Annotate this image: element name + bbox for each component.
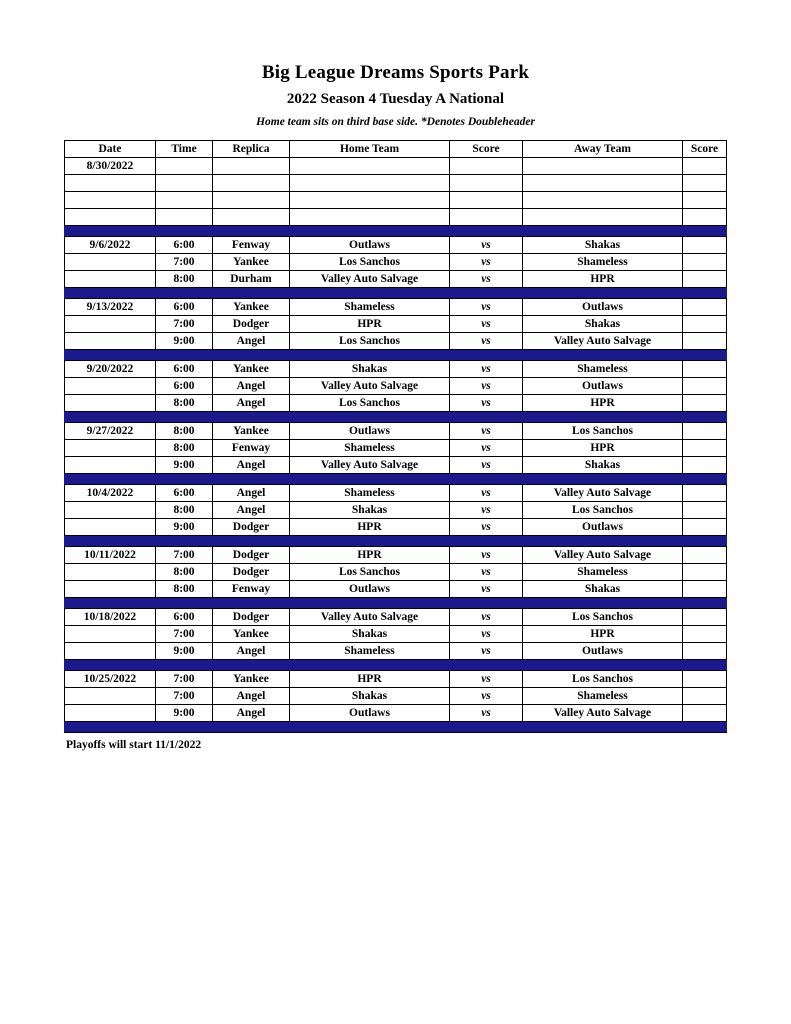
cell-time: 7:00 xyxy=(156,671,213,688)
table-row xyxy=(65,192,727,209)
cell-away-score xyxy=(683,333,727,350)
cell-date xyxy=(65,502,156,519)
cell-away-score xyxy=(683,192,727,209)
cell-replica: Angel xyxy=(213,395,290,412)
cell-home-team: Outlaws xyxy=(290,423,450,440)
table-row xyxy=(65,643,727,660)
page-title: Big League Dreams Sports Park xyxy=(261,62,530,83)
cell-replica: Angel xyxy=(213,688,290,705)
cell-time: 8:00 xyxy=(156,581,213,598)
cell-home-score: vs xyxy=(450,378,523,395)
cell-home-team: Shameless xyxy=(290,299,450,316)
cell-away-score xyxy=(683,457,727,474)
cell-away-team: Shameless xyxy=(523,361,683,378)
cell-home-score: vs xyxy=(450,299,523,316)
cell-away-score xyxy=(683,209,727,226)
cell-home-score: vs xyxy=(450,271,523,288)
cell-away-team: Los Sanchos xyxy=(523,423,683,440)
cell-time: 8:00 xyxy=(156,440,213,457)
block-separator xyxy=(65,350,727,361)
cell-away-team: HPR xyxy=(523,440,683,457)
header-row xyxy=(65,141,727,158)
cell-away-team: Shakas xyxy=(523,457,683,474)
cell-away-score xyxy=(683,502,727,519)
table-row xyxy=(65,440,727,457)
cell-time xyxy=(156,209,213,226)
cell-away-score xyxy=(683,485,727,502)
table-row xyxy=(65,271,727,288)
cell-home-team: Outlaws xyxy=(290,237,450,254)
cell-date xyxy=(65,254,156,271)
cell-replica: Dodger xyxy=(213,316,290,333)
cell-time: 8:00 xyxy=(156,423,213,440)
table-row xyxy=(65,378,727,395)
cell-away-team: Outlaws xyxy=(523,378,683,395)
column-header-away-score: Score xyxy=(683,141,727,158)
table-body xyxy=(65,158,727,733)
cell-home-score: vs xyxy=(450,485,523,502)
cell-home-team: Outlaws xyxy=(290,581,450,598)
cell-replica xyxy=(213,192,290,209)
cell-home-team: Shakas xyxy=(290,502,450,519)
cell-away-team: Los Sanchos xyxy=(523,502,683,519)
cell-home-score: vs xyxy=(450,333,523,350)
table-row xyxy=(65,423,727,440)
cell-replica: Angel xyxy=(213,485,290,502)
cell-replica: Angel xyxy=(213,705,290,722)
cell-replica xyxy=(213,158,290,175)
cell-replica: Dodger xyxy=(213,564,290,581)
cell-date xyxy=(65,705,156,722)
table-row xyxy=(65,671,727,688)
cell-home-team xyxy=(290,158,450,175)
cell-home-score xyxy=(450,175,523,192)
cell-replica: Yankee xyxy=(213,254,290,271)
column-header-replica: Replica xyxy=(213,141,290,158)
cell-away-team: Shakas xyxy=(523,316,683,333)
cell-away-score xyxy=(683,671,727,688)
cell-home-score xyxy=(450,158,523,175)
cell-time: 8:00 xyxy=(156,395,213,412)
cell-replica: Yankee xyxy=(213,361,290,378)
cell-time: 6:00 xyxy=(156,609,213,626)
separator-band xyxy=(65,288,727,299)
cell-replica xyxy=(213,175,290,192)
cell-replica: Dodger xyxy=(213,519,290,536)
cell-home-team: Shakas xyxy=(290,361,450,378)
cell-away-team: Shameless xyxy=(523,564,683,581)
table-row xyxy=(65,485,727,502)
cell-date xyxy=(65,457,156,474)
column-header-time: Time xyxy=(156,141,213,158)
cell-home-team: Shakas xyxy=(290,688,450,705)
cell-away-team: Shameless xyxy=(523,688,683,705)
cell-date xyxy=(65,271,156,288)
separator-band xyxy=(65,536,727,547)
cell-home-score: vs xyxy=(450,361,523,378)
cell-home-team: Los Sanchos xyxy=(290,564,450,581)
cell-home-team: HPR xyxy=(290,671,450,688)
cell-replica: Angel xyxy=(213,457,290,474)
cell-date: 10/11/2022 xyxy=(65,547,156,564)
table-header xyxy=(65,141,727,158)
cell-home-score: vs xyxy=(450,643,523,660)
playoff-note: Playoffs will start 11/1/2022 xyxy=(66,739,202,752)
cell-date: 10/25/2022 xyxy=(65,671,156,688)
table-row xyxy=(65,333,727,350)
cell-time: 6:00 xyxy=(156,378,213,395)
cell-away-score xyxy=(683,175,727,192)
cell-time: 8:00 xyxy=(156,271,213,288)
cell-away-team: Outlaws xyxy=(523,519,683,536)
cell-home-team: Shameless xyxy=(290,485,450,502)
cell-time: 6:00 xyxy=(156,361,213,378)
cell-date xyxy=(65,519,156,536)
cell-time: 9:00 xyxy=(156,457,213,474)
cell-away-team: Shameless xyxy=(523,254,683,271)
cell-date: 8/30/2022 xyxy=(65,158,156,175)
cell-home-score xyxy=(450,209,523,226)
cell-date xyxy=(65,440,156,457)
block-separator xyxy=(65,226,727,237)
cell-away-score xyxy=(683,158,727,175)
cell-time: 8:00 xyxy=(156,564,213,581)
cell-date xyxy=(65,564,156,581)
cell-away-score xyxy=(683,643,727,660)
table-row xyxy=(65,158,727,175)
cell-replica: Fenway xyxy=(213,581,290,598)
cell-date: 10/4/2022 xyxy=(65,485,156,502)
column-header-date: Date xyxy=(65,141,156,158)
cell-date xyxy=(65,581,156,598)
table-row xyxy=(65,361,727,378)
cell-away-score xyxy=(683,547,727,564)
cell-home-score: vs xyxy=(450,254,523,271)
cell-replica: Yankee xyxy=(213,626,290,643)
schedule-table xyxy=(64,140,727,733)
cell-home-score: vs xyxy=(450,440,523,457)
table-row xyxy=(65,547,727,564)
cell-replica: Angel xyxy=(213,378,290,395)
cell-home-score: vs xyxy=(450,457,523,474)
separator-band xyxy=(65,226,727,237)
block-separator xyxy=(65,722,727,733)
cell-away-team: Valley Auto Salvage xyxy=(523,485,683,502)
cell-date xyxy=(65,333,156,350)
cell-home-team: HPR xyxy=(290,316,450,333)
cell-away-team: Outlaws xyxy=(523,299,683,316)
cell-away-score xyxy=(683,564,727,581)
cell-away-score xyxy=(683,581,727,598)
cell-home-score: vs xyxy=(450,564,523,581)
table-row xyxy=(65,705,727,722)
cell-away-score xyxy=(683,316,727,333)
cell-home-score: vs xyxy=(450,316,523,333)
cell-home-score: vs xyxy=(450,705,523,722)
column-header-home-team: Home Team xyxy=(290,141,450,158)
cell-date: 10/18/2022 xyxy=(65,609,156,626)
cell-replica: Yankee xyxy=(213,299,290,316)
cell-home-team: Los Sanchos xyxy=(290,254,450,271)
cell-home-team: Outlaws xyxy=(290,705,450,722)
cell-home-team: Shameless xyxy=(290,643,450,660)
table-row xyxy=(65,175,727,192)
cell-home-score: vs xyxy=(450,395,523,412)
cell-away-score xyxy=(683,519,727,536)
cell-replica: Fenway xyxy=(213,237,290,254)
cell-replica: Fenway xyxy=(213,440,290,457)
cell-time: 7:00 xyxy=(156,626,213,643)
cell-home-score: vs xyxy=(450,423,523,440)
cell-away-team xyxy=(523,209,683,226)
table-row xyxy=(65,237,727,254)
block-separator xyxy=(65,412,727,423)
separator-band xyxy=(65,722,727,733)
cell-date xyxy=(65,643,156,660)
cell-home-score: vs xyxy=(450,502,523,519)
table-row xyxy=(65,502,727,519)
separator-band xyxy=(65,474,727,485)
cell-away-team xyxy=(523,192,683,209)
cell-time xyxy=(156,192,213,209)
table-row xyxy=(65,688,727,705)
document-header xyxy=(0,0,791,129)
table-row xyxy=(65,564,727,581)
cell-home-score: vs xyxy=(450,609,523,626)
cell-replica: Angel xyxy=(213,502,290,519)
cell-home-score: vs xyxy=(450,688,523,705)
cell-home-score: vs xyxy=(450,547,523,564)
cell-home-team xyxy=(290,192,450,209)
cell-away-team: HPR xyxy=(523,395,683,412)
cell-time xyxy=(156,175,213,192)
table-row xyxy=(65,299,727,316)
cell-away-score xyxy=(683,378,727,395)
cell-replica: Angel xyxy=(213,333,290,350)
block-separator xyxy=(65,598,727,609)
cell-away-score xyxy=(683,395,727,412)
cell-away-score xyxy=(683,361,727,378)
cell-away-score xyxy=(683,440,727,457)
cell-date xyxy=(65,175,156,192)
table-row xyxy=(65,609,727,626)
cell-time xyxy=(156,158,213,175)
cell-date xyxy=(65,192,156,209)
cell-time: 7:00 xyxy=(156,254,213,271)
cell-home-team: Valley Auto Salvage xyxy=(290,609,450,626)
cell-away-team: Outlaws xyxy=(523,643,683,660)
cell-time: 9:00 xyxy=(156,643,213,660)
cell-home-team xyxy=(290,175,450,192)
cell-away-team: Valley Auto Salvage xyxy=(523,333,683,350)
cell-away-team: Los Sanchos xyxy=(523,609,683,626)
cell-away-team xyxy=(523,175,683,192)
cell-away-score xyxy=(683,688,727,705)
table-row xyxy=(65,519,727,536)
table-row xyxy=(65,209,727,226)
column-header-away-team: Away Team xyxy=(523,141,683,158)
cell-home-score: vs xyxy=(450,237,523,254)
cell-away-team xyxy=(523,158,683,175)
separator-band xyxy=(65,598,727,609)
block-separator xyxy=(65,288,727,299)
separator-band xyxy=(65,412,727,423)
cell-home-score: vs xyxy=(450,671,523,688)
cell-replica xyxy=(213,209,290,226)
table-row xyxy=(65,626,727,643)
cell-time: 7:00 xyxy=(156,688,213,705)
cell-home-team: Valley Auto Salvage xyxy=(290,457,450,474)
cell-date: 9/13/2022 xyxy=(65,299,156,316)
table-row xyxy=(65,395,727,412)
season-subtitle: 2022 Season 4 Tuesday A National xyxy=(286,90,505,107)
cell-away-team: Shakas xyxy=(523,581,683,598)
table-row xyxy=(65,581,727,598)
column-header-home-score: Score xyxy=(450,141,523,158)
cell-date xyxy=(65,395,156,412)
block-separator xyxy=(65,536,727,547)
cell-date xyxy=(65,626,156,643)
cell-away-team: Shakas xyxy=(523,237,683,254)
cell-home-team: HPR xyxy=(290,547,450,564)
cell-date: 9/6/2022 xyxy=(65,237,156,254)
separator-band xyxy=(65,350,727,361)
cell-home-score: vs xyxy=(450,581,523,598)
cell-time: 6:00 xyxy=(156,237,213,254)
cell-replica: Yankee xyxy=(213,423,290,440)
cell-away-score xyxy=(683,609,727,626)
cell-replica: Yankee xyxy=(213,671,290,688)
cell-away-score xyxy=(683,237,727,254)
cell-replica: Angel xyxy=(213,643,290,660)
cell-time: 9:00 xyxy=(156,333,213,350)
cell-away-score xyxy=(683,254,727,271)
cell-away-team: HPR xyxy=(523,271,683,288)
cell-away-score xyxy=(683,271,727,288)
cell-time: 9:00 xyxy=(156,519,213,536)
cell-home-team: Valley Auto Salvage xyxy=(290,378,450,395)
cell-away-team: Valley Auto Salvage xyxy=(523,705,683,722)
cell-replica: Dodger xyxy=(213,547,290,564)
cell-away-team: Valley Auto Salvage xyxy=(523,547,683,564)
cell-home-team: Shameless xyxy=(290,440,450,457)
cell-away-score xyxy=(683,705,727,722)
table-row xyxy=(65,457,727,474)
block-separator xyxy=(65,660,727,671)
cell-date: 9/20/2022 xyxy=(65,361,156,378)
header-note: Home team sits on third base side. *Denotes Doubleheader xyxy=(256,116,535,129)
cell-time: 7:00 xyxy=(156,547,213,564)
cell-home-team: Los Sanchos xyxy=(290,333,450,350)
cell-date: 9/27/2022 xyxy=(65,423,156,440)
cell-time: 9:00 xyxy=(156,705,213,722)
cell-home-team: Los Sanchos xyxy=(290,395,450,412)
cell-date xyxy=(65,316,156,333)
cell-home-score xyxy=(450,192,523,209)
separator-band xyxy=(65,660,727,671)
cell-home-team: Valley Auto Salvage xyxy=(290,271,450,288)
cell-home-score: vs xyxy=(450,626,523,643)
table-row xyxy=(65,254,727,271)
cell-time: 7:00 xyxy=(156,316,213,333)
cell-home-team: Shakas xyxy=(290,626,450,643)
cell-home-team xyxy=(290,209,450,226)
cell-time: 6:00 xyxy=(156,485,213,502)
block-separator xyxy=(65,474,727,485)
cell-away-score xyxy=(683,299,727,316)
table-row xyxy=(65,316,727,333)
cell-date xyxy=(65,209,156,226)
cell-away-score xyxy=(683,423,727,440)
cell-home-team: HPR xyxy=(290,519,450,536)
cell-away-score xyxy=(683,626,727,643)
cell-home-score: vs xyxy=(450,519,523,536)
cell-time: 6:00 xyxy=(156,299,213,316)
cell-time: 8:00 xyxy=(156,502,213,519)
cell-date xyxy=(65,378,156,395)
cell-replica: Dodger xyxy=(213,609,290,626)
cell-replica: Durham xyxy=(213,271,290,288)
cell-date xyxy=(65,688,156,705)
cell-away-team: Los Sanchos xyxy=(523,671,683,688)
cell-away-team: HPR xyxy=(523,626,683,643)
